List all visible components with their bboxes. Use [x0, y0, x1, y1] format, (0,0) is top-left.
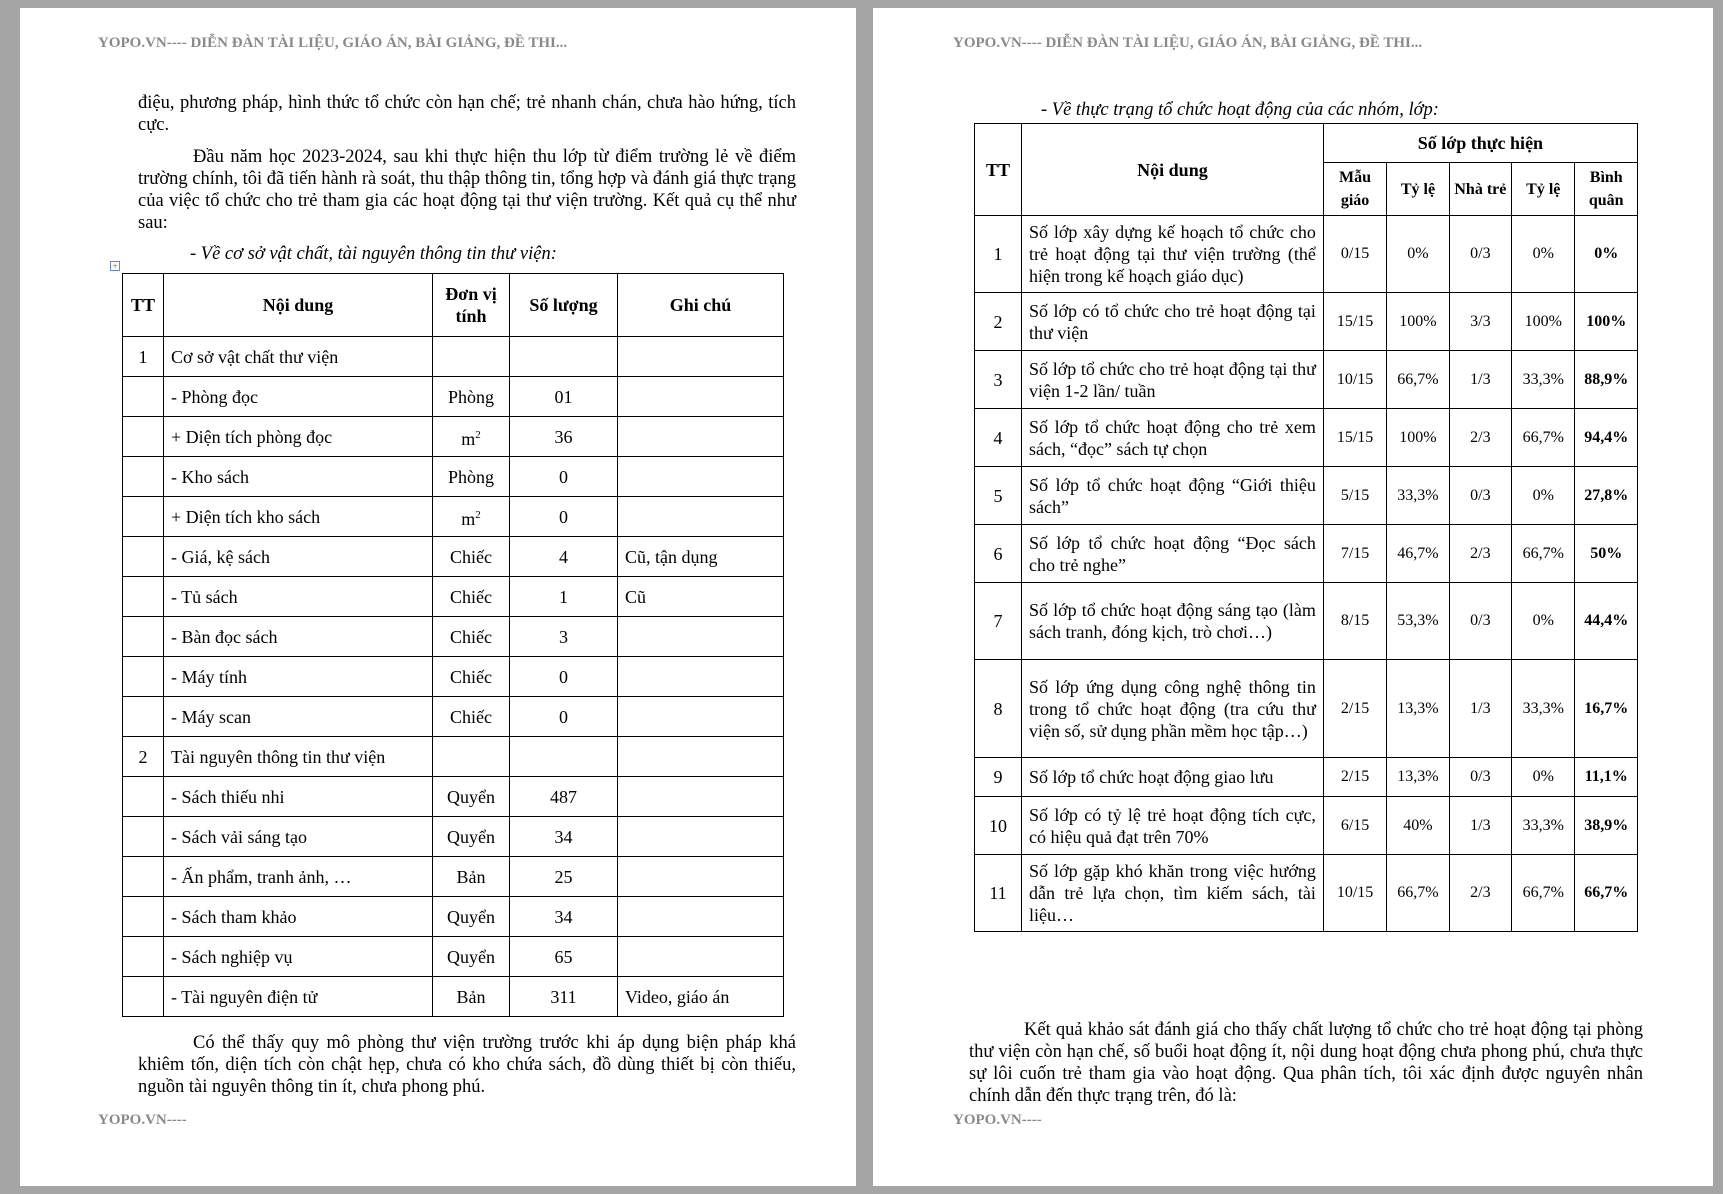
cell-tt — [123, 577, 164, 617]
cell-average: 100% — [1575, 293, 1638, 351]
cell-note — [618, 657, 784, 697]
cell-nursery: 0/3 — [1449, 216, 1511, 293]
cell-rate: 33,3% — [1512, 797, 1575, 855]
cell-kindergarten: 10/15 — [1323, 855, 1386, 932]
cell-tt: 4 — [975, 409, 1022, 467]
cell-rate: 66,7% — [1387, 855, 1449, 932]
table-row — [123, 417, 784, 457]
cell-unit: Chiếc — [433, 697, 510, 737]
cell-nursery: 2/3 — [1449, 525, 1511, 583]
cell-tt — [123, 937, 164, 977]
cell-rate: 13,3% — [1387, 660, 1449, 758]
cell-average: 16,7% — [1575, 660, 1638, 758]
cell-nursery: 2/3 — [1449, 855, 1511, 932]
header-kindergarten: Mẫu giáo — [1323, 163, 1386, 216]
table-row — [123, 337, 784, 377]
header-tt: TT — [975, 124, 1022, 216]
cell-note — [618, 937, 784, 977]
paragraph: Kết quả khảo sát đánh giá cho thấy chất lượng tổ chức cho trẻ hoạt động tại phòng thư viện còn hạn chế, số buổi hoạt động ít, nội dung hoạt động chưa phong phú, chưa thực sự lôi cuốn trẻ tham gia vào hoạt động. Qua phân tích, tôi xác định được nguyên nhân chính dẫn đến thực trạng trên, đó là: — [969, 1020, 1643, 1106]
cell-unit: Quyển — [433, 817, 510, 857]
cell-rate: 13,3% — [1387, 758, 1449, 797]
document-page-left — [20, 8, 856, 1186]
header-unit: Đơn vị tính — [433, 274, 510, 337]
table-row — [975, 583, 1638, 660]
cell-average: 88,9% — [1575, 351, 1638, 409]
cell-unit: Chiếc — [433, 577, 510, 617]
cell-content: + Diện tích kho sách — [164, 497, 433, 537]
cell-unit: Chiếc — [433, 537, 510, 577]
cell-kindergarten: 6/15 — [1323, 797, 1386, 855]
cell-nursery: 1/3 — [1449, 797, 1511, 855]
cell-tt — [123, 857, 164, 897]
cell-note — [618, 817, 784, 857]
cell-tt — [123, 497, 164, 537]
cell-content: Số lớp gặp khó khăn trong việc hướng dẫn trẻ lựa chọn, tìm kiếm sách, tài liệu… — [1022, 855, 1324, 932]
cell-content: - Máy scan — [164, 697, 433, 737]
page-footer: YOPO.VN---- — [953, 1112, 1042, 1128]
cell-content: Số lớp tổ chức hoạt động sáng tạo (làm sách tranh, đóng kịch, trò chơi…) — [1022, 583, 1324, 660]
cell-content: Số lớp tổ chức hoạt động giao lưu — [1022, 758, 1324, 797]
cell-kindergarten: 15/15 — [1323, 293, 1386, 351]
activities-table — [974, 123, 1638, 932]
table-row — [123, 457, 784, 497]
cell-content: Cơ sở vật chất thư viện — [164, 337, 433, 377]
cell-rate: 100% — [1387, 293, 1449, 351]
cell-qty: 34 — [510, 817, 618, 857]
cell-tt: 8 — [975, 660, 1022, 758]
cell-content: Số lớp tổ chức hoạt động “Giới thiệu sách” — [1022, 467, 1324, 525]
cell-content: Số lớp tổ chức hoạt động “Đọc sách cho trẻ nghe” — [1022, 525, 1324, 583]
cell-tt — [123, 537, 164, 577]
cell-content: + Diện tích phòng đọc — [164, 417, 433, 457]
cell-rate: 0% — [1512, 758, 1575, 797]
cell-note — [618, 897, 784, 937]
header-content: Nội dung — [164, 274, 433, 337]
cell-rate: 33,3% — [1387, 467, 1449, 525]
cell-tt: 2 — [975, 293, 1022, 351]
cell-content: - Bàn đọc sách — [164, 617, 433, 657]
cell-tt — [123, 777, 164, 817]
cell-kindergarten: 8/15 — [1323, 583, 1386, 660]
cell-qty: 25 — [510, 857, 618, 897]
table-row — [975, 855, 1638, 932]
cell-kindergarten: 15/15 — [1323, 409, 1386, 467]
cell-average: 50% — [1575, 525, 1638, 583]
cell-qty — [510, 337, 618, 377]
cell-tt: 1 — [123, 337, 164, 377]
cell-unit: Chiếc — [433, 617, 510, 657]
cell-average: 11,1% — [1575, 758, 1638, 797]
table-row — [123, 697, 784, 737]
cell-unit: Quyển — [433, 897, 510, 937]
cell-tt: 11 — [975, 855, 1022, 932]
cell-qty: 487 — [510, 777, 618, 817]
cell-unit: Chiếc — [433, 657, 510, 697]
paragraph: Có thể thấy quy mô phòng thư viện trường trước khi áp dụng biện pháp khá khiêm tốn, diện tích còn chật hẹp, chưa có kho chứa sách, đồ dùng thiết bị còn thiếu, nguồn tài nguyên thông tin ít, chưa phong phú. — [138, 1033, 796, 1097]
cell-nursery: 0/3 — [1449, 583, 1511, 660]
cell-kindergarten: 10/15 — [1323, 351, 1386, 409]
table-row — [975, 525, 1638, 583]
cell-rate: 66,7% — [1387, 351, 1449, 409]
cell-kindergarten: 2/15 — [1323, 758, 1386, 797]
cell-unit: Bản — [433, 977, 510, 1017]
cell-tt — [123, 697, 164, 737]
cell-rate: 100% — [1512, 293, 1575, 351]
cell-rate: 0% — [1512, 467, 1575, 525]
cell-unit: Quyển — [433, 777, 510, 817]
cell-note: Cũ — [618, 577, 784, 617]
cell-kindergarten: 7/15 — [1323, 525, 1386, 583]
cell-kindergarten: 5/15 — [1323, 467, 1386, 525]
page-footer: YOPO.VN---- — [98, 1112, 187, 1128]
cell-unit: $m^2$ — [433, 497, 510, 537]
page-header: YOPO.VN---- DIỄN ĐÀN TÀI LIỆU, GIÁO ÁN, BÀI GIẢNG, ĐỀ THI... — [953, 35, 1423, 51]
cell-content: - Giá, kệ sách — [164, 537, 433, 577]
cell-tt — [123, 377, 164, 417]
table-row — [123, 977, 784, 1017]
cell-note — [618, 497, 784, 537]
cell-tt: 10 — [975, 797, 1022, 855]
cell-tt: 3 — [975, 351, 1022, 409]
header-rate: Tỷ lệ — [1387, 163, 1449, 216]
table-header-row — [975, 124, 1638, 163]
header-note: Ghi chú — [618, 274, 784, 337]
cell-note: Cũ, tận dụng — [618, 537, 784, 577]
cell-nursery: 3/3 — [1449, 293, 1511, 351]
cell-content: - Ấn phẩm, tranh ảnh, … — [164, 857, 433, 897]
cell-qty: 3 — [510, 617, 618, 657]
cell-content: - Sách nghiệp vụ — [164, 937, 433, 977]
cell-average: 27,8% — [1575, 467, 1638, 525]
cell-kindergarten: 2/15 — [1323, 660, 1386, 758]
cell-note — [618, 697, 784, 737]
cell-tt: 7 — [975, 583, 1022, 660]
table-row — [975, 467, 1638, 525]
cell-qty: 0 — [510, 497, 618, 537]
header-rate: Tỷ lệ — [1512, 163, 1575, 216]
cell-nursery: 0/3 — [1449, 758, 1511, 797]
header-group: Số lớp thực hiện — [1323, 124, 1637, 163]
cell-content: Số lớp có tổ chức cho trẻ hoạt động tại thư viện — [1022, 293, 1324, 351]
facilities-table — [122, 273, 784, 1017]
cell-tt: 9 — [975, 758, 1022, 797]
cell-rate: 0% — [1512, 583, 1575, 660]
cell-qty: 65 — [510, 937, 618, 977]
cell-rate: 66,7% — [1512, 409, 1575, 467]
cell-qty: 4 — [510, 537, 618, 577]
table-row — [123, 377, 784, 417]
cell-tt — [123, 657, 164, 697]
cell-qty — [510, 737, 618, 777]
header-qty: Số lượng — [510, 274, 618, 337]
table-row — [123, 897, 784, 937]
cell-content: - Kho sách — [164, 457, 433, 497]
cell-rate: 66,7% — [1512, 525, 1575, 583]
paragraph: điệu, phương pháp, hình thức tổ chức còn hạn chế; trẻ nhanh chán, chưa hào hứng, tích cực. — [138, 93, 796, 135]
cell-content: - Máy tính — [164, 657, 433, 697]
table-header-row — [123, 274, 784, 337]
cell-average: 0% — [1575, 216, 1638, 293]
cell-tt: 1 — [975, 216, 1022, 293]
cell-content: Số lớp ứng dụng công nghệ thông tin trong tổ chức hoạt động (tra cứu thư viện số, sử dụng phần mềm học tập…) — [1022, 660, 1324, 758]
cell-note: Video, giáo án — [618, 977, 784, 1017]
table-row — [123, 497, 784, 537]
cell-qty: 36 — [510, 417, 618, 457]
header-tt: TT — [123, 274, 164, 337]
cell-nursery: 2/3 — [1449, 409, 1511, 467]
cell-nursery: 0/3 — [1449, 467, 1511, 525]
table-row — [975, 293, 1638, 351]
cell-qty: 01 — [510, 377, 618, 417]
table-row — [975, 409, 1638, 467]
section-title: - Về thực trạng tổ chức hoạt động của các nhóm, lớp: — [1041, 100, 1439, 120]
cell-nursery: 1/3 — [1449, 351, 1511, 409]
cell-rate: 66,7% — [1512, 855, 1575, 932]
cell-content: - Tài nguyên điện tử — [164, 977, 433, 1017]
cell-content: Số lớp xây dựng kế hoạch tổ chức cho trẻ hoạt động tại thư viện trường (thể hiện trong kế hoạch giáo dục) — [1022, 216, 1324, 293]
cell-rate: 53,3% — [1387, 583, 1449, 660]
cell-tt: 5 — [975, 467, 1022, 525]
cell-content: Số lớp tổ chức hoạt động cho trẻ xem sách, “đọc” sách tự chọn — [1022, 409, 1324, 467]
table-row — [123, 617, 784, 657]
cell-content: - Sách vải sáng tạo — [164, 817, 433, 857]
cell-rate: 46,7% — [1387, 525, 1449, 583]
cell-tt: 2 — [123, 737, 164, 777]
cell-note — [618, 337, 784, 377]
paragraph: Đầu năm học 2023-2024, sau khi thực hiện thu lớp từ điểm trường lẻ về điểm trường chính, tôi đã tiến hành rà soát, thu thập thông tin, tổng hợp và đánh giá thực trạng của việc tổ chức cho trẻ tham gia các hoạt động tại thư viện trường. Kết quả cụ thể như sau: — [138, 147, 796, 233]
table-row — [975, 216, 1638, 293]
cell-qty: 0 — [510, 457, 618, 497]
cell-qty: 0 — [510, 697, 618, 737]
document-page-right — [873, 8, 1713, 1186]
table-row — [123, 537, 784, 577]
table-row — [123, 657, 784, 697]
table-row — [123, 777, 784, 817]
cell-average: 38,9% — [1575, 797, 1638, 855]
cell-qty: 34 — [510, 897, 618, 937]
table-move-handle-icon[interactable]: + — [110, 261, 120, 271]
table-row — [975, 797, 1638, 855]
cell-note — [618, 737, 784, 777]
cell-qty: 311 — [510, 977, 618, 1017]
cell-note — [618, 377, 784, 417]
cell-note — [618, 457, 784, 497]
cell-average: 44,4% — [1575, 583, 1638, 660]
cell-tt: 6 — [975, 525, 1022, 583]
cell-unit — [433, 337, 510, 377]
cell-nursery: 1/3 — [1449, 660, 1511, 758]
cell-content: - Sách thiếu nhi — [164, 777, 433, 817]
cell-rate: 0% — [1512, 216, 1575, 293]
cell-tt — [123, 417, 164, 457]
cell-qty: 0 — [510, 657, 618, 697]
cell-note — [618, 777, 784, 817]
header-nursery: Nhà trẻ — [1449, 163, 1511, 216]
cell-note — [618, 417, 784, 457]
cell-tt — [123, 457, 164, 497]
header-average: Bình quân — [1575, 163, 1638, 216]
cell-rate: 100% — [1387, 409, 1449, 467]
table-row — [975, 758, 1638, 797]
cell-average: 66,7% — [1575, 855, 1638, 932]
cell-average: 94,4% — [1575, 409, 1638, 467]
table-row — [123, 937, 784, 977]
cell-rate: 0% — [1387, 216, 1449, 293]
cell-tt — [123, 817, 164, 857]
cell-unit: Phòng — [433, 457, 510, 497]
cell-rate: 33,3% — [1512, 351, 1575, 409]
cell-unit — [433, 737, 510, 777]
table-row — [123, 577, 784, 617]
cell-unit: Quyển — [433, 937, 510, 977]
cell-kindergarten: 0/15 — [1323, 216, 1386, 293]
cell-note — [618, 857, 784, 897]
cell-unit: Phòng — [433, 377, 510, 417]
cell-tt — [123, 617, 164, 657]
cell-content: Số lớp tổ chức cho trẻ hoạt động tại thư viện 1-2 lần/ tuần — [1022, 351, 1324, 409]
cell-content: - Phòng đọc — [164, 377, 433, 417]
page-header: YOPO.VN---- DIỄN ĐÀN TÀI LIỆU, GIÁO ÁN, BÀI GIẢNG, ĐỀ THI... — [98, 35, 568, 51]
cell-rate: 33,3% — [1512, 660, 1575, 758]
table-row — [975, 660, 1638, 758]
table-row — [975, 351, 1638, 409]
cell-content: Số lớp có tỷ lệ trẻ hoạt động tích cực, có hiệu quả đạt trên 70% — [1022, 797, 1324, 855]
cell-unit: $m^2$ — [433, 417, 510, 457]
table-row — [123, 857, 784, 897]
cell-content: - Tủ sách — [164, 577, 433, 617]
cell-content: - Sách tham khảo — [164, 897, 433, 937]
cell-rate: 40% — [1387, 797, 1449, 855]
cell-qty: 1 — [510, 577, 618, 617]
cell-tt — [123, 977, 164, 1017]
table-row — [123, 817, 784, 857]
cell-note — [618, 617, 784, 657]
cell-unit: Bản — [433, 857, 510, 897]
section-title: - Về cơ sở vật chất, tài nguyên thông tin thư viện: — [190, 244, 557, 264]
cell-content: Tài nguyên thông tin thư viện — [164, 737, 433, 777]
table-row — [123, 737, 784, 777]
cell-tt — [123, 897, 164, 937]
header-content: Nội dung — [1022, 124, 1324, 216]
